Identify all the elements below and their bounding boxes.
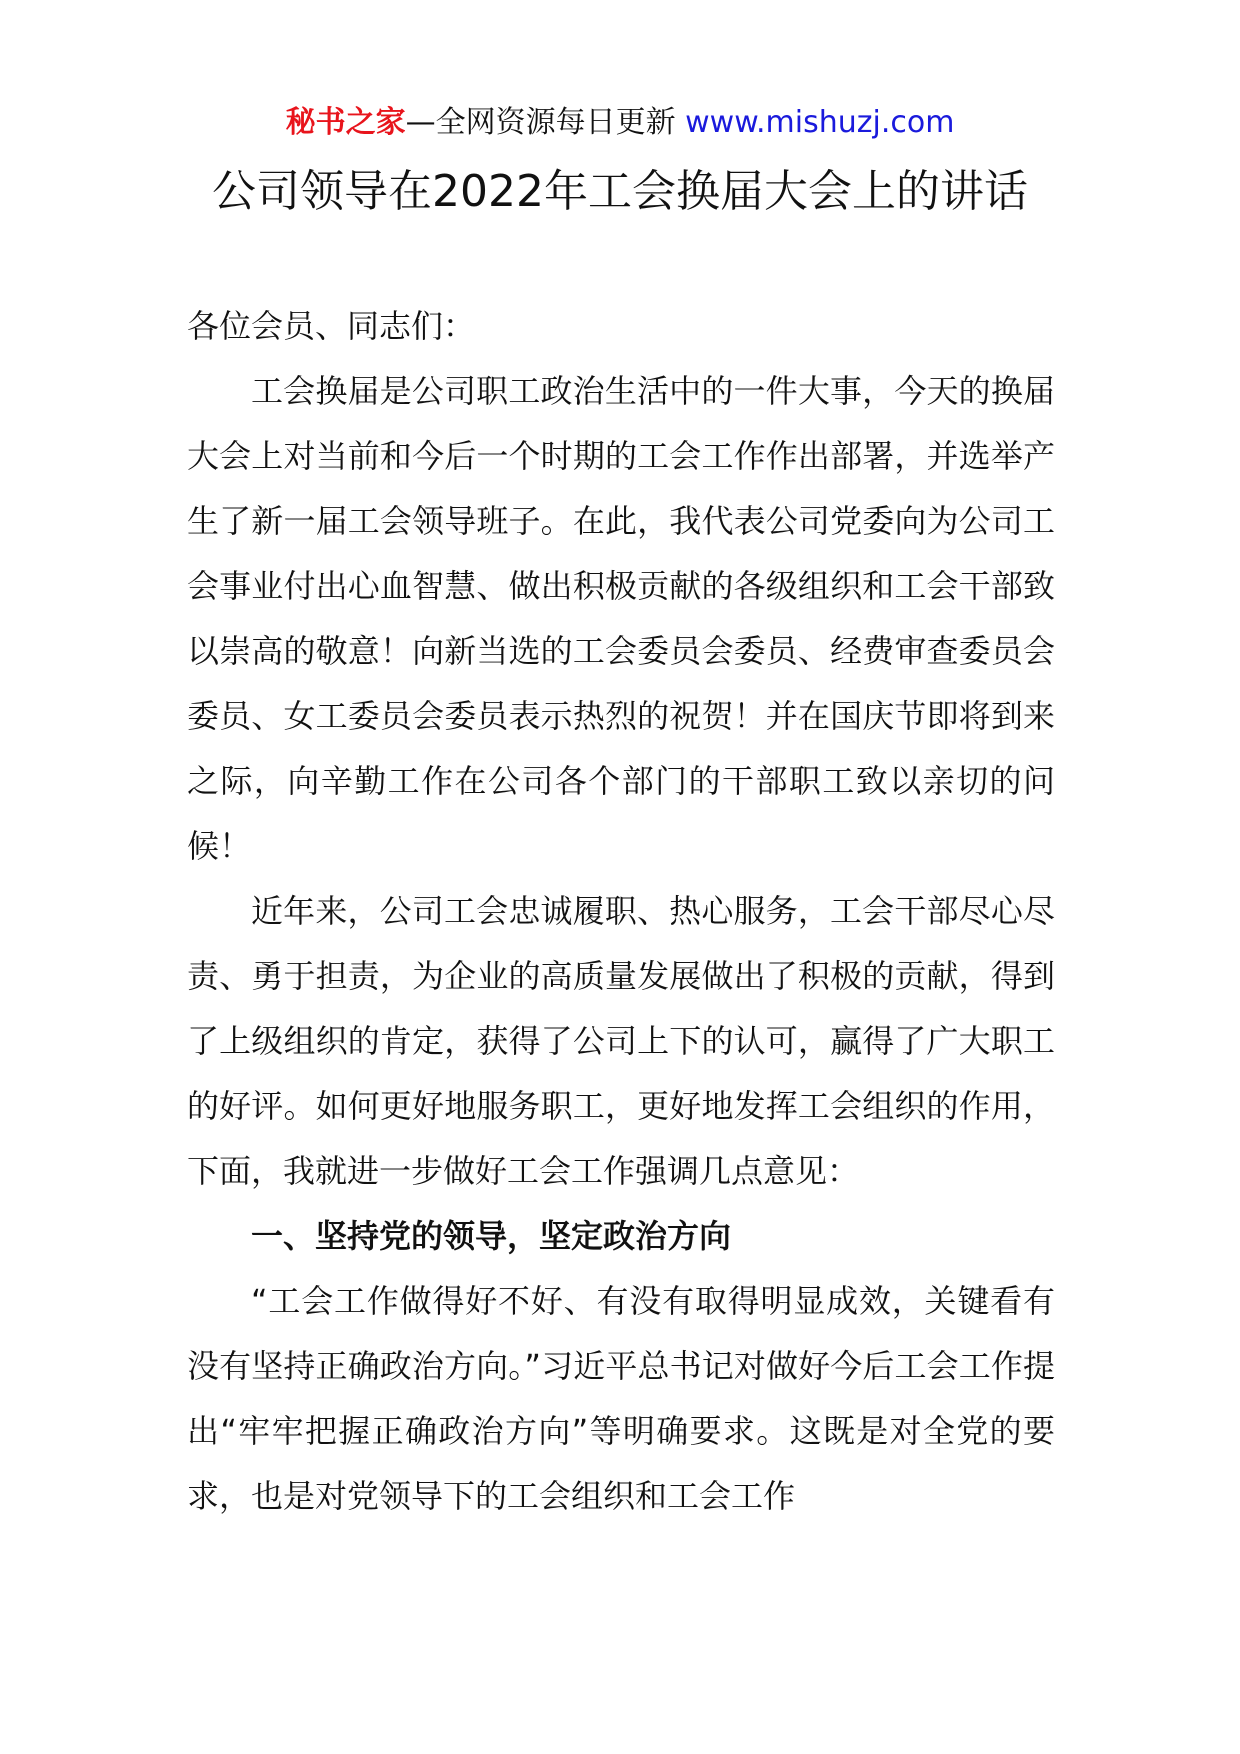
paragraph-2: 近年来，公司工会忠诚履职、热心服务，工会干部尽心尽责、勇于担责，为企业的高质量发展做出了积极的贡献，得到了上级组织的肯定，获得了公司上下的认可，赢得了广大职工的好评。如何更好地服务职工，更好地发挥工会组织的作用，下面，我就进一步做好工会工作强调几点意见： [187, 892, 1055, 1190]
section-heading-1: 一、坚持党的领导，坚定政治方向 [251, 1217, 732, 1255]
site-tagline: —全网资源每日更新 [405, 105, 686, 140]
document-title: 公司领导在2022年工会换届大会上的讲话 [212, 166, 1028, 217]
section-1-paragraph: “工会工作做得好不好、有没有取得明显成效，关键看有没有坚持正确政治方向。”习近平总书记对做好今后工会工作提出“牢牢把握正确政治方向”等明确要求。这既是对全党的要求，也是对党领导下的工会组织和工会工作 [187, 1282, 1055, 1515]
site-url[interactable]: www.mishuzj.com [685, 105, 955, 140]
site-header [0, 102, 1240, 144]
salutation: 各位会员、同志们： [187, 307, 476, 345]
site-brand: 秘书之家 [285, 105, 406, 140]
paragraph-1: 工会换届是公司职工政治生活中的一件大事，今天的换届大会上对当前和今后一个时期的工会工作作出部署，并选举产生了新一届工会领导班子。在此，我代表公司党委向为公司工会事业付出心血智慧、做出积极贡献的各级组织和工会干部致以崇高的敬意！向新当选的工会委员会委员、经费审查委员会委员、女工委员会委员表示热烈的祝贺！并在国庆节即将到来之际，向辛勤工作在公司各个部门的干部职工致以亲切的问候！ [187, 372, 1055, 865]
document-body [187, 294, 1055, 1529]
